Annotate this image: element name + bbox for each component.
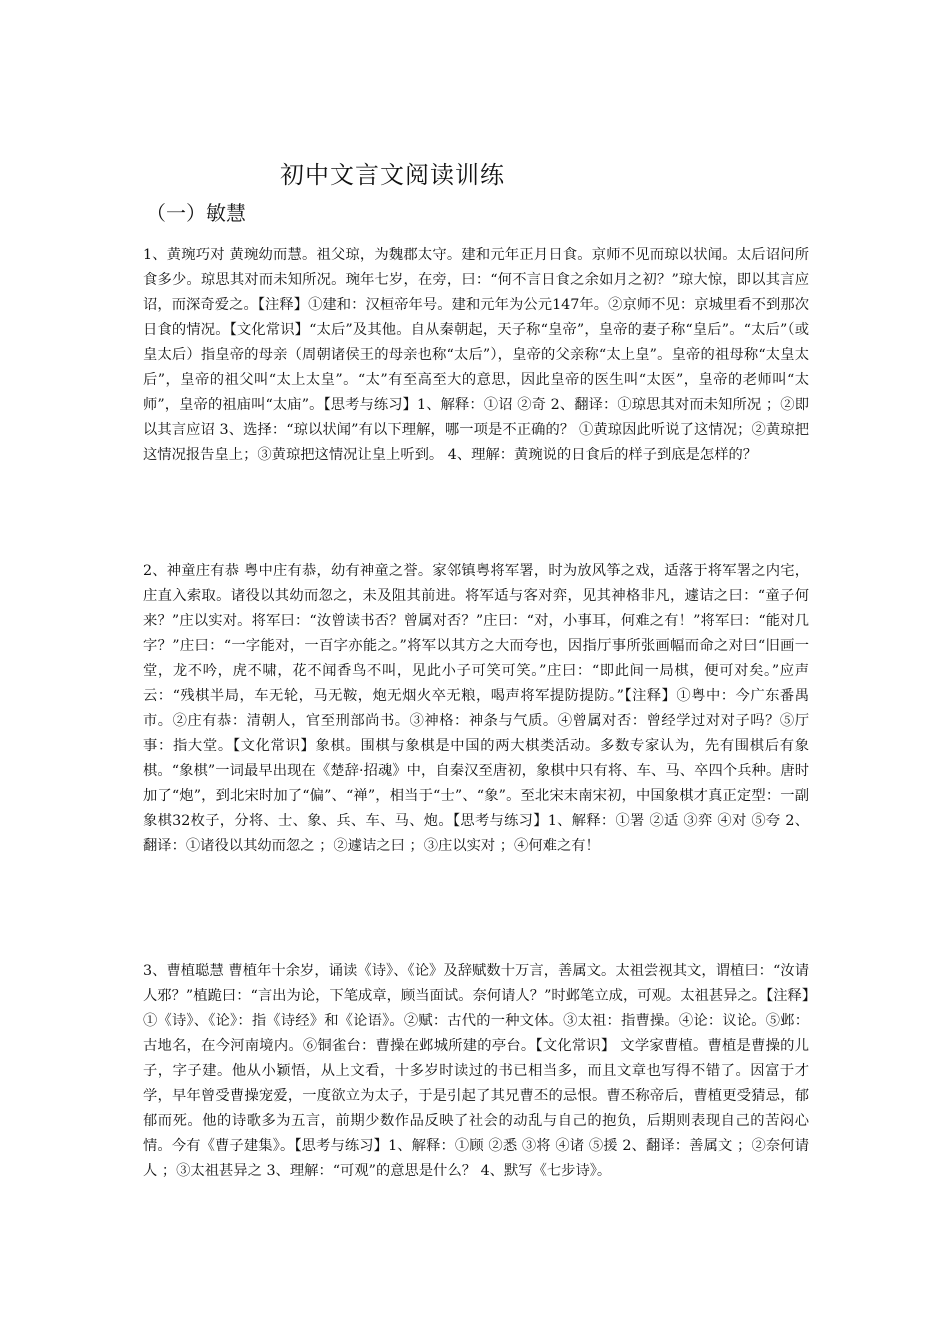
passage-zhuang-yougong: 2、神童庄有恭 粤中庄有恭，幼有神童之誉。家邻镇粤将军署，时为放风筝之戏，适落于将军署之内宅，庄直入索取。诸役以其幼而忽之，未及阻其前进。将军适与客对弈，见其神格非凡，遽诘之曰：“童子何来？”庄以实对。将军曰：“汝曾读书否？曾属对否？”庄曰：“对，小事耳，何难之有！”将军曰：“能对几字？”庄曰：“一字能对，一百字亦能之。”将军以其方之大而夸也，因指厅事所张画幅而命之对曰“旧画一堂，龙不吟，虎不啸，花不闻香鸟不叫，见此小子可笑可笑。”庄曰：“即此间一局棋，便可对矣。”应声云：“残棋半局，车无轮，马无鞍，炮无烟火卒无粮，喝声将军提防提防。”【注释】①粤中：今广东番禺市。②庄有恭：清朝人，官至刑部尚书。③神格：神条与气质。④曾属对否：曾经学过对对子吗？⑤厅事：指大堂。【文化常识】象棋。围棋与象棋是中国的两大棋类活动。多数专家认为，先有围棋后有象棋。“象棋”一词最早出现在《楚辞·招魂》中，自秦汉至唐初，象棋中只有将、车、马、卒四个兵种。唐时加了“炮”，到北宋时加了“偏”、“禅”，相当于“士”、“象”。至北宋末南宋初，中国象棋才真正定型：一副象棋32枚子，分将、士、象、兵、车、马、炮。【思考与练习】1、解释：①署 ②适 ③弈 ④对 ⑤夸 2、翻译：①诸役以其幼而忽之 ；②遽诘之曰 ；③庄以实对 ；④何难之有！ [143, 563, 809, 855]
section-heading: （一）敏慧 [146, 201, 246, 225]
passage-cao-zhi: 3、曹植聪慧 曹植年十余岁，诵读《诗》、《论》及辞赋数十万言，善属文。太祖尝视其文，谓植曰：“汝请人邪？”植跪曰：“言出为论，下笔成章，顾当面试。奈何请人？”时邺笔立成，可观。太祖甚异之。【注释】①《诗》、《论》：指《诗经》和《论语》。②赋：古代的一种文体。③太祖：指曹操。④论：议论。⑤邺：古地名，在今河南境内。⑥铜雀台：曹操在邺城所建的亭台。【文化常识】 文学家曹植。曹植是曹操的儿子，字子建。他从小颖悟，从上文看，十多岁时读过的书已相当多，而且文章也写得不错了。因富于才学，早年曾受曹操宠爱，一度欲立为太子，于是引起了其兄曹丕的忌恨。曹丕称帝后，曹植更受猜忌，郁郁而死。他的诗歌多为五言，前期少数作品反映了社会的动乱与自己的抱负，后期则表现自己的苦闷心情。今有《曹子建集》。【思考与练习】1、解释：①顾 ②悉 ③将 ④诸 ⑤援 2、翻译：善属文 ；②奈何请人 ；③太祖甚异之 3、理解：“可观”的意思是什么？ 4、默写《七步诗》。 [143, 963, 809, 1180]
document-title: 初中文言文阅读训练 [280, 161, 505, 189]
passage-huang-wan: 1、黄琬巧对 黄琬幼而慧。祖父琼，为魏郡太守。建和元年正月日食。京师不见而琼以状闻。太后诏问所食多少。琼思其对而未知所况。琬年七岁，在旁，曰：“何不言日食之余如月之初？”琼大惊，即以其言应诏，而深奇爱之。【注释】①建和：汉桓帝年号。建和元年为公元147年。②京师不见：京城里看不到那次日食的情况。【文化常识】“太后”及其他。自从秦朝起，天子称“皇帝”，皇帝的妻子称“皇后”。“太后”（或皇太后）指皇帝的母亲（周朝诸侯王的母亲也称“太后”），皇帝的父亲称“太上皇”。皇帝的祖母称“太皇太后”，皇帝的祖父叫“太上太皇”。“太”有至高至大的意思，因此皇帝的医生叫“太医”，皇帝的老师叫“太师”，皇帝的祖庙叫“太庙”。【思考与练习】1、解释：①诏 ②奇 2、翻译：①琼思其对而未知所况 ；②即以其言应诏 3、选择：“琼以状闻”有以下理解，哪一项是不正确的？ ①黄琼因此听说了这情况；②黄琼把这情况报告皇上；③黄琼把这情况让皇上听到。 4、理解：黄琬说的日食后的样子到底是怎样的？ [143, 247, 809, 464]
